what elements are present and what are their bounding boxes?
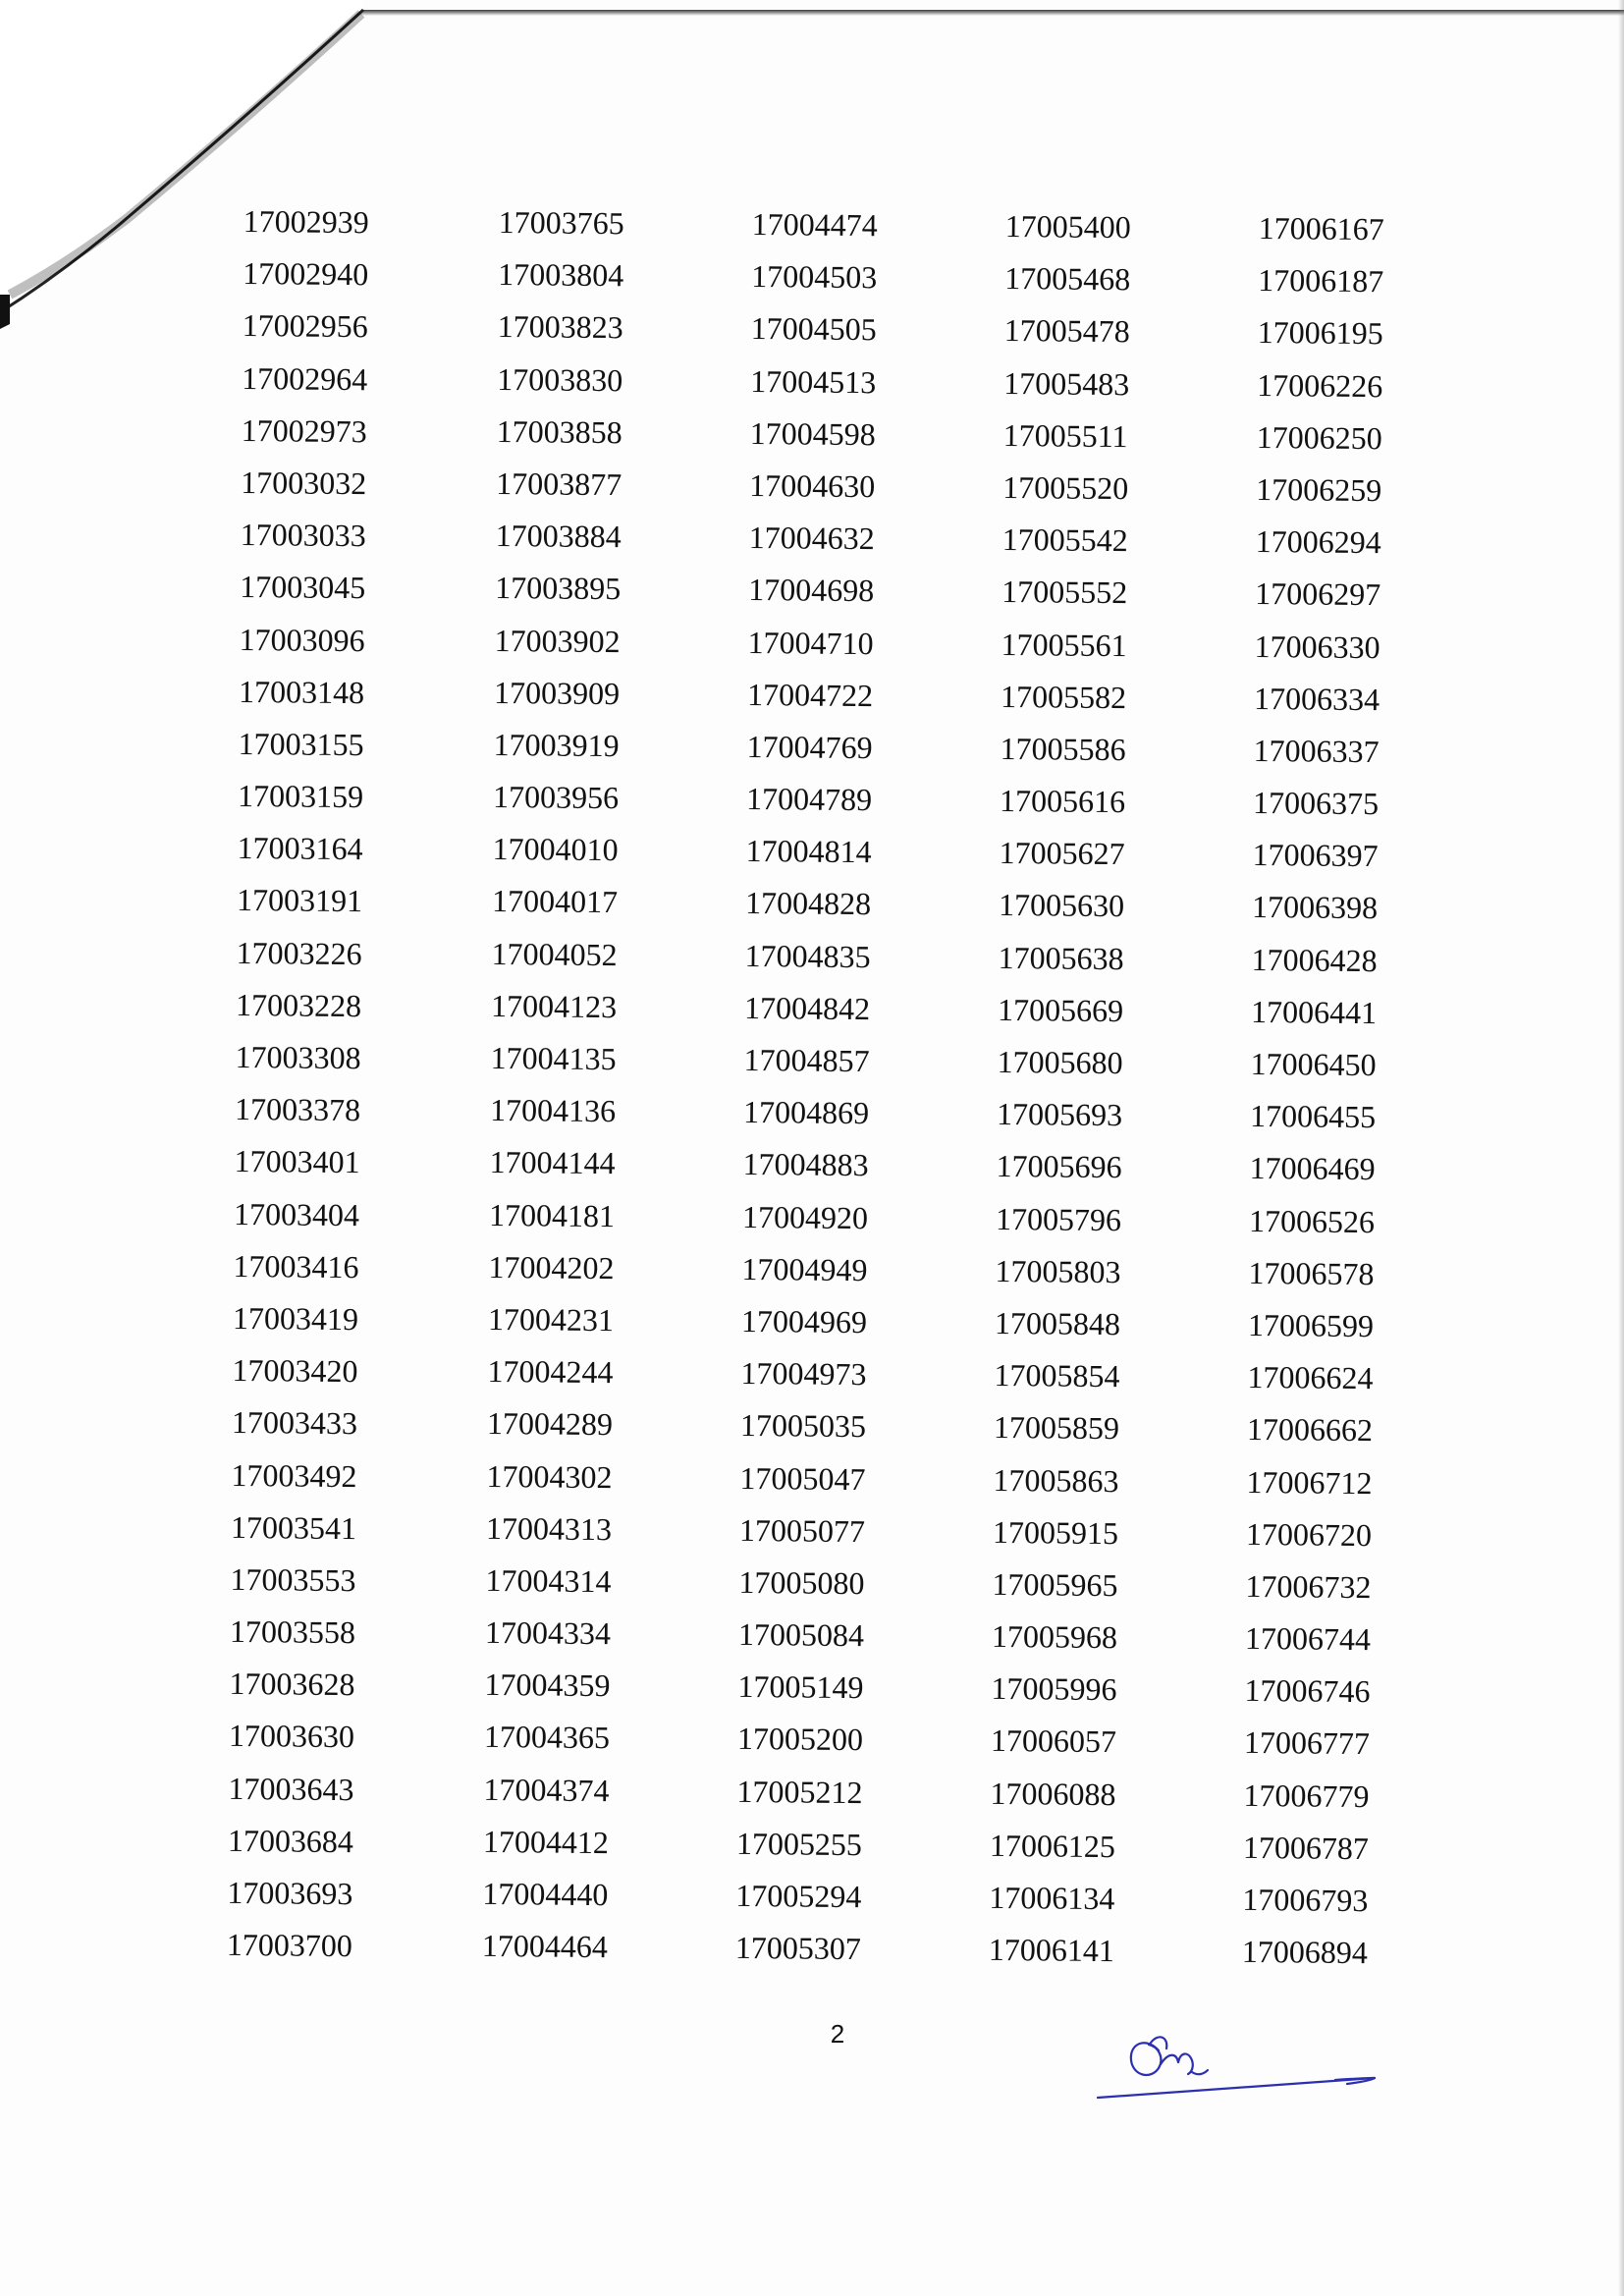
page-number: 2 (830, 2019, 845, 2049)
list-item: 17003155 (238, 725, 364, 763)
list-item: 17005638 (998, 939, 1124, 976)
list-item: 17003164 (237, 830, 363, 867)
list-item: 17004598 (749, 414, 876, 452)
list-item: 17004949 (741, 1250, 868, 1287)
list-item: 17003492 (231, 1456, 357, 1494)
list-item: 17004313 (485, 1509, 613, 1547)
list-item: 17006334 (1253, 680, 1380, 717)
list-item: 17005848 (994, 1304, 1121, 1342)
list-item: 17006732 (1245, 1567, 1372, 1606)
list-item: 17004828 (744, 885, 872, 922)
list-item: 17004814 (745, 833, 872, 870)
list-item: 17003895 (495, 570, 622, 607)
list-item: 17004289 (486, 1405, 614, 1443)
list-item: 17003159 (237, 778, 364, 815)
list-item: 17004920 (741, 1198, 869, 1235)
list-item: 17003401 (234, 1143, 360, 1180)
list-item: 17003858 (496, 412, 623, 450)
list-item: 17004710 (747, 624, 874, 661)
list-item: 17006894 (1241, 1934, 1369, 1971)
list-item: 17003902 (494, 622, 621, 659)
list-item: 17004505 (750, 310, 877, 348)
list-item: 17006746 (1244, 1672, 1371, 1710)
list-item: 17006195 (1257, 314, 1383, 352)
list-item: 17006469 (1249, 1150, 1376, 1187)
list-item: 17006787 (1242, 1829, 1370, 1866)
list-item: 17005255 (735, 1825, 863, 1862)
list-item: 17003804 (498, 256, 624, 294)
list-item: 17006337 (1253, 732, 1380, 770)
list-item: 17005630 (998, 887, 1125, 924)
list-item: 17004123 (490, 987, 618, 1025)
list-item: 17005511 (1002, 416, 1128, 454)
list-item: 17006662 (1246, 1411, 1374, 1449)
list-item: 17006526 (1248, 1202, 1376, 1239)
list-item: 17003765 (498, 203, 624, 242)
number-column-2 (482, 196, 695, 1974)
signature-image (1090, 2003, 1384, 2111)
list-item: 17003877 (496, 465, 623, 503)
list-item: 17003630 (228, 1718, 355, 1755)
list-item: 17006450 (1250, 1045, 1377, 1083)
list-item: 17003684 (227, 1822, 354, 1859)
list-item: 17003823 (497, 308, 623, 346)
list-item: 17005915 (992, 1513, 1119, 1551)
list-item: 17004314 (485, 1561, 612, 1600)
number-column-4 (989, 200, 1202, 1978)
list-item: 17003404 (233, 1195, 360, 1232)
list-item: 17006777 (1243, 1724, 1371, 1762)
list-item: 17005803 (995, 1252, 1121, 1289)
list-item: 17002940 (243, 255, 369, 293)
list-item: 17005307 (734, 1930, 862, 1967)
list-item: 17006088 (990, 1775, 1116, 1812)
list-item: 17005854 (994, 1357, 1120, 1394)
list-item: 17003032 (241, 464, 367, 502)
list-item: 17005627 (999, 835, 1125, 872)
list-item: 17003378 (234, 1091, 361, 1128)
list-item: 17004969 (740, 1302, 868, 1340)
list-item: 17005996 (991, 1670, 1117, 1708)
number-column-5 (1242, 202, 1455, 1980)
list-item: 17006167 (1258, 209, 1384, 247)
list-item: 17004869 (742, 1094, 870, 1131)
list-item: 17004630 (749, 466, 876, 505)
list-item: 17006226 (1257, 366, 1383, 404)
list-item: 17002956 (242, 307, 368, 345)
list-item: 17004202 (488, 1248, 615, 1285)
list-item: 17003956 (492, 779, 620, 816)
list-item: 17005400 (1004, 207, 1131, 246)
list-item: 17004135 (490, 1039, 617, 1077)
list-item: 17005616 (999, 783, 1126, 820)
list-item: 17005693 (996, 1096, 1123, 1133)
list-item: 17004474 (751, 205, 878, 244)
list-item: 17004789 (745, 781, 873, 818)
list-item: 17003148 (238, 673, 365, 710)
list-item: 17005968 (991, 1617, 1118, 1656)
list-item: 17005680 (997, 1043, 1123, 1081)
list-item: 17003919 (493, 726, 620, 764)
list-item: 17004365 (483, 1719, 611, 1756)
list-item: 17006720 (1245, 1515, 1373, 1553)
list-item: 17006294 (1255, 523, 1381, 561)
list-item: 17005669 (997, 991, 1124, 1029)
list-item: 17006744 (1244, 1619, 1372, 1658)
list-item: 17005483 (1003, 364, 1130, 402)
list-item: 17005520 (1002, 468, 1129, 507)
list-item: 17004010 (492, 831, 619, 868)
list-item: 17003884 (495, 518, 622, 555)
list-item: 17003416 (233, 1247, 359, 1285)
list-item: 17003909 (493, 674, 621, 711)
list-item: 17004412 (482, 1823, 610, 1860)
list-item: 17005863 (993, 1461, 1119, 1499)
list-item: 17006398 (1251, 889, 1379, 926)
list-item: 17004144 (489, 1144, 616, 1181)
list-item: 17004722 (746, 676, 874, 713)
list-item: 17004440 (482, 1875, 609, 1913)
list-item: 17004632 (748, 519, 875, 557)
list-item: 17003420 (232, 1352, 358, 1390)
list-item: 17006578 (1248, 1254, 1375, 1291)
list-item: 17006187 (1258, 262, 1384, 300)
list-item: 17006428 (1251, 941, 1378, 978)
list-item: 17005796 (995, 1200, 1122, 1237)
list-item: 17004244 (487, 1353, 614, 1391)
list-item: 17006250 (1256, 418, 1382, 456)
list-item: 17004359 (484, 1667, 611, 1704)
list-item: 17004231 (487, 1300, 615, 1339)
list-item: 17003643 (228, 1770, 354, 1807)
list-item: 17004374 (483, 1771, 610, 1808)
list-item: 17003228 (235, 986, 362, 1024)
list-item: 17003033 (240, 517, 366, 554)
list-item: 17005965 (992, 1565, 1118, 1604)
list-item: 17005542 (1001, 521, 1128, 559)
number-column-1 (227, 195, 440, 1973)
list-item: 17005200 (736, 1721, 864, 1758)
list-item: 17006057 (990, 1722, 1117, 1760)
list-item: 17005696 (996, 1148, 1122, 1185)
list-item: 17003541 (230, 1508, 357, 1546)
list-item: 17006330 (1254, 628, 1380, 665)
list-item: 17005294 (735, 1877, 862, 1915)
list-item: 17003433 (231, 1404, 358, 1442)
list-item: 17005478 (1003, 312, 1130, 350)
list-item: 17006375 (1252, 785, 1380, 822)
list-item: 17005582 (1000, 678, 1127, 715)
list-item: 17006141 (988, 1932, 1115, 1969)
list-item: 17004835 (744, 937, 871, 974)
list-item: 17004136 (489, 1092, 617, 1129)
list-item: 17005859 (993, 1409, 1120, 1447)
list-item: 17004857 (743, 1041, 870, 1079)
list-item: 17004334 (484, 1613, 612, 1652)
list-item: 17003628 (229, 1666, 355, 1703)
list-item: 17003693 (227, 1874, 353, 1912)
list-item: 17006125 (989, 1827, 1116, 1864)
list-item: 17004302 (486, 1457, 613, 1495)
list-item: 17002973 (241, 411, 367, 449)
list-item: 17004698 (748, 572, 875, 609)
list-item: 17005561 (1001, 626, 1127, 663)
list-item: 17006441 (1250, 993, 1378, 1031)
list-item: 17003830 (497, 360, 623, 398)
list-item: 17006779 (1243, 1777, 1370, 1814)
list-item: 17002939 (243, 202, 369, 241)
list-item: 17005212 (736, 1773, 863, 1810)
list-item: 17006134 (989, 1879, 1115, 1917)
list-item: 17003558 (229, 1613, 356, 1651)
list-item: 17006259 (1256, 470, 1382, 509)
list-item: 17004052 (491, 935, 618, 972)
list-item: 17005586 (1000, 730, 1126, 768)
list-item: 17006793 (1242, 1881, 1369, 1919)
list-item: 17003096 (239, 621, 365, 658)
list-item: 17006599 (1247, 1306, 1375, 1344)
list-item: 17006297 (1255, 575, 1381, 613)
list-item: 17005035 (739, 1407, 867, 1445)
list-item: 17004973 (740, 1355, 867, 1393)
list-item: 17004503 (751, 258, 878, 296)
list-item: 17003191 (236, 882, 363, 919)
list-item: 17006397 (1252, 837, 1379, 874)
list-item: 17005077 (738, 1511, 866, 1549)
list-item: 17003045 (240, 569, 366, 606)
list-item: 17004769 (746, 728, 873, 766)
list-item: 17006712 (1246, 1463, 1373, 1501)
list-item: 17006455 (1249, 1098, 1377, 1135)
list-item: 17003700 (226, 1927, 353, 1964)
list-item: 17004464 (481, 1928, 609, 1965)
list-item: 17004181 (488, 1196, 616, 1233)
list-item: 17006624 (1247, 1359, 1374, 1396)
number-column-3 (735, 198, 948, 1976)
list-item: 17002964 (242, 359, 368, 397)
list-item: 17004513 (750, 362, 877, 400)
list-item: 17004017 (491, 883, 619, 920)
list-item: 17003553 (230, 1560, 356, 1599)
list-item: 17004842 (743, 989, 871, 1027)
list-item: 17005149 (737, 1668, 864, 1706)
list-item: 17005047 (739, 1459, 866, 1497)
list-item: 17003419 (232, 1299, 359, 1338)
list-item: 17003226 (236, 934, 362, 971)
list-item: 17005080 (738, 1563, 865, 1602)
list-item: 17004883 (742, 1146, 869, 1183)
list-item: 17005552 (1001, 574, 1128, 611)
list-item: 17003308 (235, 1038, 361, 1076)
list-item: 17005084 (737, 1615, 865, 1654)
list-item: 17005468 (1004, 260, 1131, 298)
